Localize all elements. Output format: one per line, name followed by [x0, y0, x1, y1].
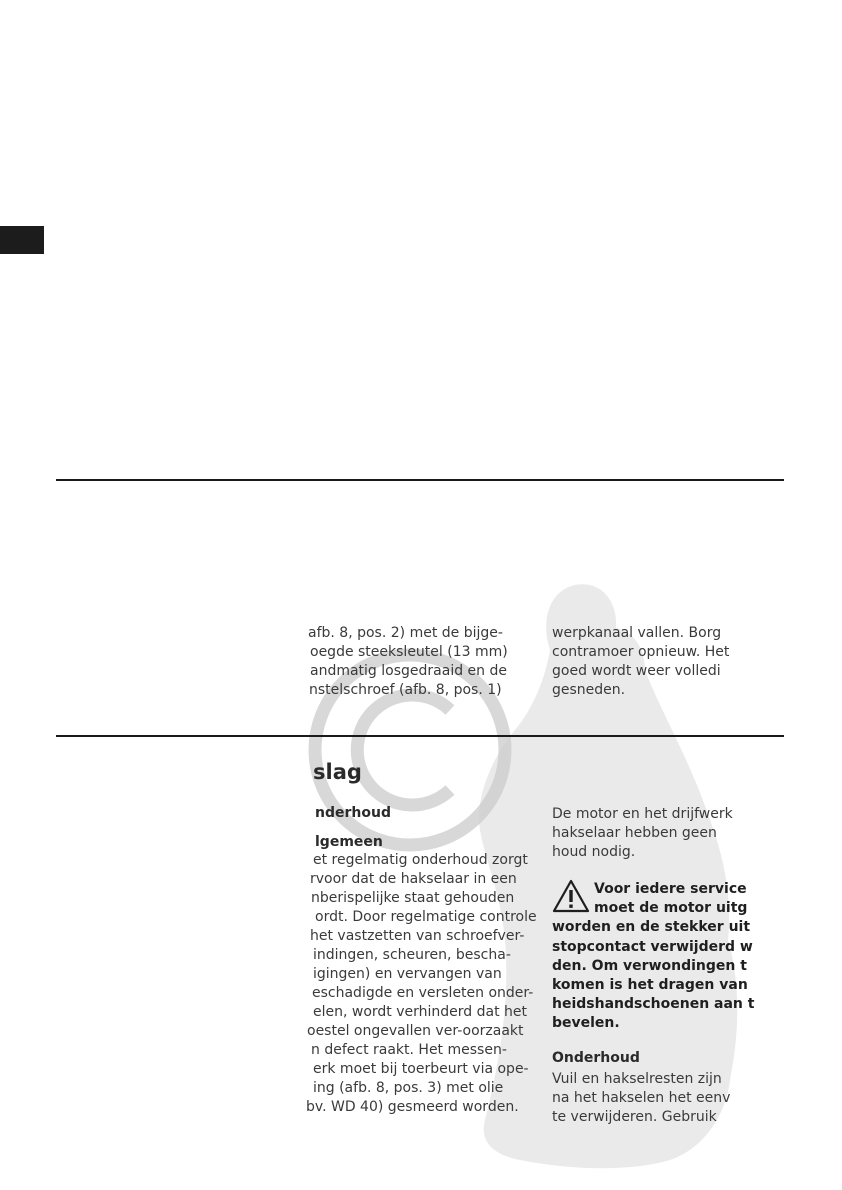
text-line: n defect raakt. Het messen-: [311, 1042, 507, 1058]
text-line: ing (afb. 8, pos. 3) met olie: [313, 1080, 504, 1096]
text-column-lower-right-intro: [552, 805, 733, 865]
warning-line: heidshandschoenen aan t: [552, 996, 755, 1013]
horizontal-rule-bottom: [56, 735, 784, 737]
text-column-lower-right: [552, 1070, 730, 1130]
text-line: contramoer opnieuw. Het: [552, 644, 730, 660]
page-side-tab: [0, 226, 44, 254]
subheading-maintenance-right: Onderhoud: [552, 1050, 640, 1066]
text-line: De motor en het drijfwerk: [552, 806, 733, 822]
warning-line: komen is het dragen van: [552, 977, 748, 993]
text-line: goed wordt weer volledi: [552, 663, 721, 679]
text-line: nstelschroef (afb. 8, pos. 1): [309, 682, 502, 698]
section-heading: slag: [313, 760, 362, 784]
text-line: na het hakselen het eenv: [552, 1090, 731, 1106]
text-line: bv. WD 40) gesmeerd worden.: [306, 1099, 519, 1115]
text-line: nberispelijke staat gehouden: [311, 890, 515, 906]
text-line: rvoor dat de hakselaar in een: [310, 871, 517, 887]
text-line: Vuil en hakselresten zijn: [552, 1071, 722, 1087]
warning-line: Voor iedere service: [594, 881, 747, 897]
text-line: igingen) en vervangen van: [313, 966, 502, 982]
text-line: elen, wordt verhinderd dat het: [313, 1004, 528, 1020]
text-line: werpkanaal vallen. Borg: [552, 625, 722, 641]
text-line: erk moet bij toerbeurt via ope-: [313, 1061, 529, 1077]
warning-line: stopcontact verwijderd w: [552, 938, 753, 955]
text-line: ordt. Door regelmatige controle: [315, 909, 537, 925]
subheading-general: lgemeen: [315, 834, 383, 850]
text-line: andmatig losgedraaid en de: [310, 663, 507, 679]
text-column-upper-left: [300, 624, 525, 704]
warning-text-block: [552, 880, 755, 1036]
horizontal-rule-top: [56, 479, 784, 481]
text-line: eschadigde en versleten onder-: [312, 985, 534, 1001]
text-column-upper-right: [552, 624, 730, 704]
text-line: gesneden.: [552, 682, 626, 698]
subheading-maintenance: nderhoud: [315, 805, 391, 821]
text-line: hakselaar hebben geen: [552, 825, 717, 841]
text-line: het vastzetten van schroefver-: [310, 928, 525, 944]
warning-line: moet de motor uitg: [594, 900, 748, 917]
text-line: et regelmatig onderhoud zorgt: [313, 852, 528, 868]
warning-line: worden en de stekker uit: [552, 919, 751, 936]
text-line: indingen, scheuren, bescha-: [313, 947, 511, 963]
text-line: houd nodig.: [552, 844, 636, 860]
text-line: oestel ongevallen ver-oorzaakt: [307, 1023, 524, 1039]
text-line: oegde steeksleutel (13 mm): [310, 644, 508, 660]
warning-line: bevelen.: [552, 1015, 620, 1032]
text-line: te verwijderen. Gebruik: [552, 1109, 717, 1125]
text-column-lower-left: [300, 851, 540, 1123]
text-line: afb. 8, pos. 2) met de bijge-: [308, 625, 503, 641]
warning-line: den. Om verwondingen t: [552, 957, 747, 974]
